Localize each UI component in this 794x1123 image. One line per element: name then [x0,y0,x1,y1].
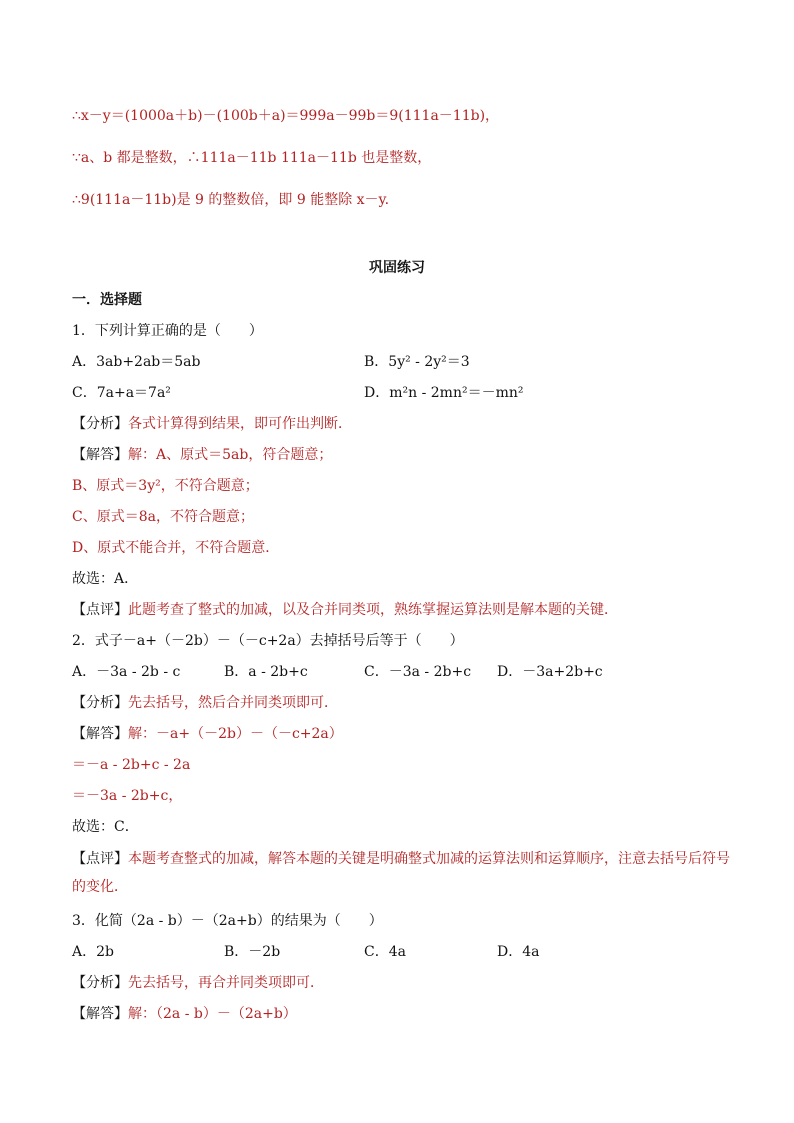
comment-text: 此题考查了整式的加减，以及合并同类项，熟练掌握运算法则是解本题的关键． [128,602,618,618]
q2-option-c: C．－3a - 2b+c [364,664,472,680]
q2-answer [72,724,734,744]
q2-option-b: B．a - 2b+c [224,664,308,680]
q3-answer [72,1004,734,1024]
q1-choice: 故选：A． [72,571,139,587]
comment-tag: 【点评】 [72,602,128,618]
answer-text: 解：A、原式＝5ab，符合题意； [128,447,333,463]
q1-option-b: B．5y² - 2y²＝3 [364,354,470,370]
part-heading: 一．选择题 [72,292,142,308]
intro-line-3: ∴9(111a－11b)是 9 的整数倍，即 9 能整除 x－y. [72,192,390,208]
q3-option-d: D．4a [497,944,540,960]
analysis-text: 先去括号，再合并同类项即可． [128,975,324,991]
intro-line-2: ∵a、b 都是整数，∴111a－11b 111a－11b 也是整数， [72,150,432,166]
analysis-tag: 【分析】 [72,695,128,711]
comment-tag: 【点评】 [72,851,128,867]
answer-tag: 【解答】 [72,447,128,463]
q2-option-d: D．－3a+2b+c [497,664,603,680]
intro-line-1: ∴x－y＝(1000a＋b)－(100b＋a)＝999a－99b＝9(111a－11b)， [72,108,500,124]
q3-stem: 3．化简（2a - b）－（2a+b）的结果为（ ） [72,913,383,929]
section-title: 巩固练习 [369,260,425,276]
q3-option-c: C．4a [364,944,406,960]
analysis-text: 先去括号，然后合并同类项即可． [128,695,338,711]
answer-tag: 【解答】 [72,726,128,742]
analysis-tag: 【分析】 [72,975,128,991]
q1-answer [72,445,734,465]
q1-option-d: D．m²n - 2mn²＝－mn² [364,385,524,401]
answer-text: 解：（2a - b）－（2a+b） [128,1006,297,1022]
q1-step-3: D、原式不能合并，不符合题意． [72,540,280,556]
q2-step-1: ＝－a - 2b+c - 2a [72,757,191,773]
comment-text: 本题考查整式的加减，解答本题的关键是明确整式加减的运算法则和运算顺序，注意去括号后符号的变化． [72,851,730,895]
q1-comment [72,600,734,620]
q2-step-2: ＝－3a - 2b+c， [72,788,183,804]
q1-stem: 1．下列计算正确的是（ ） [72,323,263,339]
q3-analysis [72,973,734,993]
q2-comment [72,845,734,901]
q1-step-1: B、原式＝3y²，不符合题意； [72,478,259,494]
q1-step-2: C、原式＝8a，不符合题意； [72,509,254,525]
q1-option-a: A．3ab+2ab＝5ab [72,354,201,370]
answer-text: 解：－a+（－2b）－（－c+2a） [128,726,343,742]
q2-option-a: A．－3a - 2b - c [72,664,181,680]
q3-option-a: A．2b [72,944,114,960]
q2-analysis [72,693,734,713]
analysis-text: 各式计算得到结果，即可作出判断． [128,416,352,432]
q2-choice: 故选：C． [72,819,139,835]
q3-option-b: B．－2b [224,944,281,960]
q2-stem: 2．式子－a+（－2b）－（－c+2a）去掉括号后等于（ ） [72,633,464,649]
q1-analysis [72,414,734,434]
q1-option-c: C．7a+a＝7a² [72,385,171,401]
answer-tag: 【解答】 [72,1006,128,1022]
analysis-tag: 【分析】 [72,416,128,432]
